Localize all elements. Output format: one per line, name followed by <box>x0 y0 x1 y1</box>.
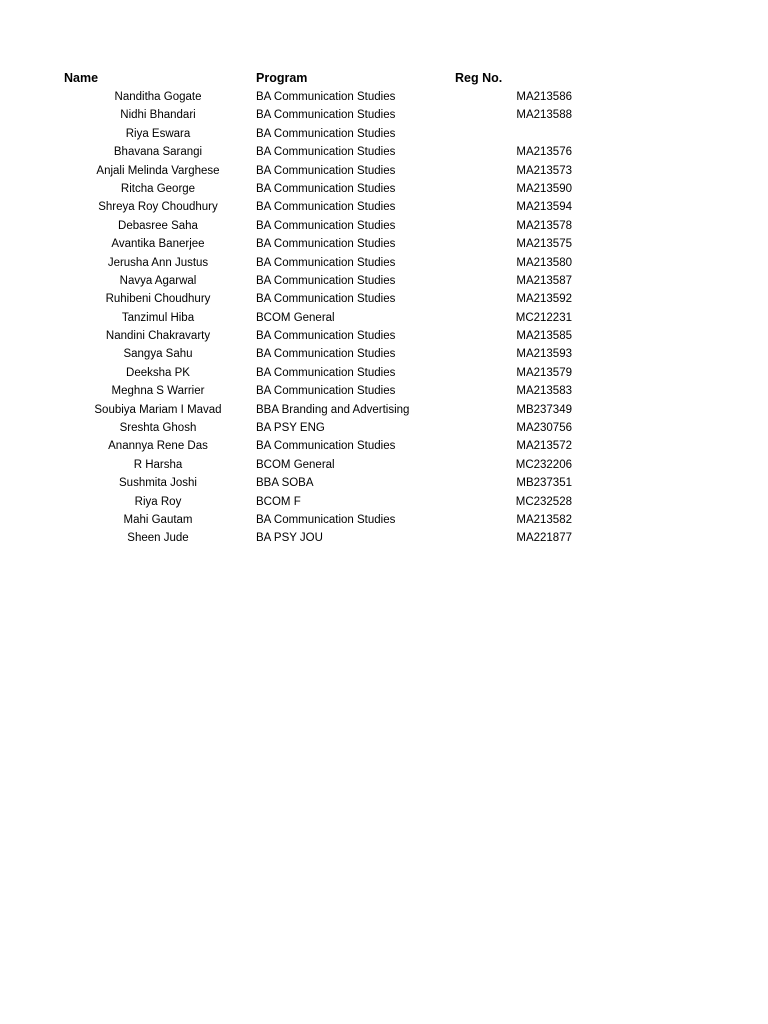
student-program: BA Communication Studies <box>256 91 396 103</box>
student-reg-no: MA213593 <box>516 348 572 361</box>
student-name: Ruhibeni Choudhury <box>105 293 211 306</box>
student-program: BA Communication Studies <box>256 127 396 140</box>
student-program: BA Communication Studies <box>256 219 396 232</box>
student-reg-no: MA213586 <box>516 91 572 103</box>
table-row <box>0 474 768 492</box>
student-name: Bhavana Sarangi <box>113 146 203 159</box>
student-program: BCOM General <box>256 311 335 324</box>
table-row <box>0 88 768 106</box>
student-program: BCOM General <box>256 458 335 471</box>
student-name: Debasree Saha <box>118 219 198 232</box>
student-reg-no: MA221877 <box>516 532 572 545</box>
student-name: Soubiya Mariam I Mavad <box>94 403 222 416</box>
student-reg-no: MC212231 <box>515 311 572 324</box>
table-row <box>0 198 768 216</box>
table-row <box>0 493 768 511</box>
student-program: BA Communication Studies <box>256 440 396 453</box>
student-name: Meghna S Warrier <box>111 385 205 398</box>
student-reg-no: MC232528 <box>515 495 572 508</box>
header-reg-no: Reg No. <box>455 71 503 85</box>
header-program: Program <box>256 71 308 85</box>
table-row <box>0 290 768 308</box>
student-program: BA Communication Studies <box>256 513 396 526</box>
student-name: Anjali Melinda Varghese <box>96 164 220 177</box>
student-reg-no: MB237351 <box>516 477 572 490</box>
student-name: Sangya Sahu <box>123 348 193 361</box>
student-name: Sreshta Ghosh <box>119 422 197 435</box>
student-reg-no: MA213592 <box>516 293 572 306</box>
student-program: BA Communication Studies <box>256 348 396 361</box>
student-reg-no: MA213590 <box>516 182 572 195</box>
student-reg-no: MA213572 <box>516 440 572 453</box>
table-row <box>0 217 768 235</box>
student-name: Ritcha George <box>120 182 196 195</box>
student-program: BBA Branding and Advertising <box>256 403 410 416</box>
student-program: BA Communication Studies <box>256 366 396 379</box>
student-reg-no: MA213575 <box>516 238 572 251</box>
student-name: Riya Roy <box>134 495 182 508</box>
table-body <box>0 88 768 548</box>
student-reg-no: MA213587 <box>516 274 572 287</box>
table-row <box>0 106 768 124</box>
student-reg-no: MA213585 <box>516 330 572 343</box>
student-name: Nanditha Gogate <box>114 91 202 103</box>
student-name: Sushmita Joshi <box>119 477 197 490</box>
student-name: Avantika Banerjee <box>111 238 205 251</box>
table-row <box>0 456 768 474</box>
student-name: Tanzimul Hiba <box>121 311 195 324</box>
student-name: Shreya Roy Choudhury <box>98 201 218 214</box>
table-row <box>0 162 768 180</box>
student-program: BA Communication Studies <box>256 330 396 343</box>
student-program: BA Communication Studies <box>256 164 396 177</box>
table-row <box>0 401 768 419</box>
table-row <box>0 272 768 290</box>
table-row <box>0 419 768 437</box>
student-program: BA Communication Studies <box>256 256 396 269</box>
student-table <box>0 68 768 548</box>
table-row <box>0 437 768 455</box>
student-name: Deeksha PK <box>126 366 190 379</box>
student-program: BA Communication Studies <box>256 201 396 214</box>
student-name: R Harsha <box>133 458 183 471</box>
student-name: Sheen Jude <box>127 532 189 545</box>
student-name: Riya Eswara <box>125 127 191 140</box>
student-reg-no: MA213582 <box>516 513 572 526</box>
student-program: BA Communication Studies <box>256 146 396 159</box>
student-name: Nandini Chakravarty <box>105 330 211 343</box>
student-reg-no: MA213578 <box>516 219 572 232</box>
student-name: Jerusha Ann Justus <box>107 256 209 269</box>
table-row <box>0 143 768 161</box>
table-row <box>0 180 768 198</box>
student-program: BA Communication Studies <box>256 293 396 306</box>
student-program: BA PSY ENG <box>256 422 325 435</box>
header-name: Name <box>64 71 99 85</box>
table-row <box>0 529 768 547</box>
table-row <box>0 125 768 143</box>
table-row <box>0 254 768 272</box>
student-reg-no: MA230756 <box>516 422 572 435</box>
student-program: BA Communication Studies <box>256 385 396 398</box>
table-row <box>0 511 768 529</box>
student-reg-no: MB237349 <box>516 403 572 416</box>
student-program: BA Communication Studies <box>256 238 396 251</box>
student-reg-no: MA213583 <box>516 385 572 398</box>
student-name: Mahi Gautam <box>123 513 193 526</box>
student-reg-no: MA213594 <box>516 201 572 214</box>
table-row <box>0 364 768 382</box>
student-reg-no: MA213579 <box>516 366 572 379</box>
student-reg-no: MA213576 <box>516 146 572 159</box>
student-reg-no: MC232206 <box>515 458 572 471</box>
table-header <box>0 68 768 88</box>
table-row <box>0 235 768 253</box>
student-program: BA Communication Studies <box>256 274 396 287</box>
table-row <box>0 345 768 363</box>
student-program: BA PSY JOU <box>256 532 323 545</box>
student-name: Nidhi Bhandari <box>120 109 196 122</box>
student-reg-no: MA213588 <box>516 109 572 122</box>
student-reg-no: MA213573 <box>516 164 572 177</box>
table-row <box>0 327 768 345</box>
student-name: Navya Agarwal <box>119 274 197 287</box>
table-row <box>0 382 768 400</box>
student-program: BBA SOBA <box>256 477 314 490</box>
student-name: Anannya Rene Das <box>108 440 208 453</box>
student-program: BA Communication Studies <box>256 109 396 122</box>
student-reg-no: MA213580 <box>516 256 572 269</box>
student-program: BCOM F <box>256 495 301 508</box>
student-program: BA Communication Studies <box>256 182 396 195</box>
table-row <box>0 309 768 327</box>
